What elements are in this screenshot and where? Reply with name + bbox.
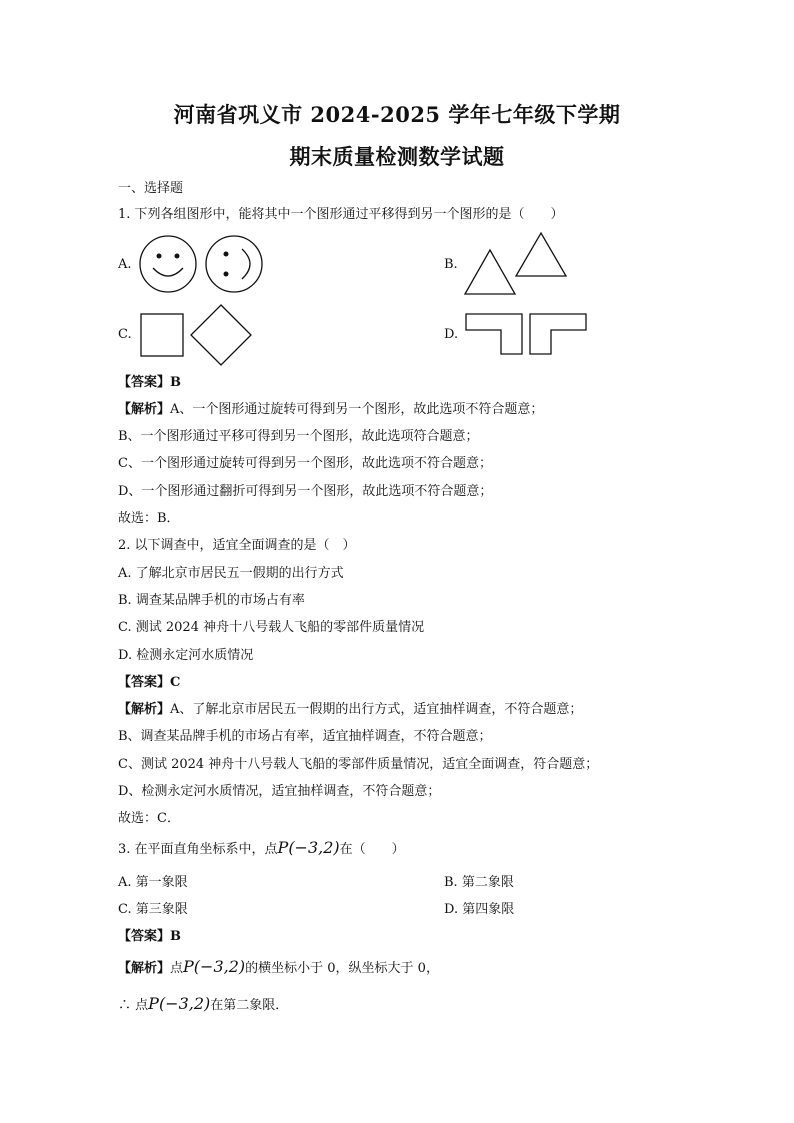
q2-analysis-line4: D、检测永定河水质情况，适宜抽样调查，不符合题意； — [118, 784, 441, 799]
q2-option-b: B. 调查某品牌手机的市场占有率 — [118, 593, 305, 608]
q2-option-c: C. 测试 2024 神舟十八号载人飞船的零部件质量情况 — [118, 620, 425, 635]
smiley-eye-right — [175, 254, 180, 259]
q1-option-a-figure — [138, 234, 264, 294]
q1-option-b-label: B. — [444, 257, 458, 272]
q3-option-a: A. 第一象限 — [118, 875, 188, 890]
l-shape-icon — [466, 314, 522, 354]
q2-stem: 2. 以下调查中，适宜全面调查的是（ ） — [118, 538, 356, 553]
q1-option-a-label: A. — [118, 257, 132, 272]
q3-option-d: D. 第四象限 — [444, 902, 515, 917]
square-icon — [141, 314, 183, 356]
q3-analysis-pre: 点 — [170, 961, 184, 976]
q2-analysis-line2: B、调查某品牌手机的市场占有率，适宜抽样调查，不符合题意； — [118, 729, 492, 744]
smiley-face-icon — [140, 236, 196, 292]
q3-analysis-post: 的横坐标小于 0，纵坐标大于 0， — [245, 961, 439, 976]
q1-option-b-figure — [462, 230, 572, 298]
q1-conclusion: 故选：B． — [118, 511, 180, 526]
q1-option-c-label: C. — [118, 327, 132, 342]
q3-answer: 【答案】B — [118, 929, 181, 944]
rotated-smiley-eye-bottom — [224, 272, 229, 277]
q3-conclusion-point: P(−3,2) — [148, 994, 211, 1013]
q1-analysis-line2: B、一个图形通过平移可得到另一个图形，故此选项符合题意； — [118, 429, 479, 444]
q2-analysis-line1 — [118, 702, 582, 718]
q1-option-c-figure — [138, 303, 258, 365]
q3-stem-post: 在（ ） — [339, 842, 405, 857]
rotated-smiley-eye-top — [224, 252, 229, 257]
smiley-mouth — [153, 268, 183, 276]
q1-analysis-line4: D、一个图形通过翻折可得到另一个图形，故此选项不符合题意； — [118, 484, 493, 499]
analysis-tag: 【解析】 — [118, 961, 171, 976]
q3-analysis-line1 — [118, 959, 439, 977]
q1-answer: 【答案】B — [118, 375, 181, 390]
q2-option-a: A. 了解北京市居民五一假期的出行方式 — [118, 566, 344, 581]
analysis-text: A、了解北京市居民五一假期的出行方式，适宜抽样调查，不符合题意； — [170, 702, 583, 717]
q3-analysis-point: P(−3,2) — [183, 957, 246, 976]
rotated-square-icon — [191, 305, 251, 365]
q1-option-d-label: D. — [444, 327, 459, 342]
q3-conclusion-pre: 点 — [135, 998, 149, 1013]
section-heading: 一、选择题 — [118, 181, 184, 196]
triangle-lower-icon — [465, 250, 515, 294]
q3-analysis-line2 — [118, 996, 288, 1014]
q1-analysis-line1 — [118, 402, 543, 418]
rotated-smiley-mouth — [242, 249, 250, 279]
doc-title-line2: 期末质量检测数学试题 — [289, 144, 505, 169]
q1-option-d-figure — [464, 312, 590, 358]
q3-stem-pre: 3. 在平面直角坐标系中，点 — [118, 842, 278, 857]
rotated-smiley-face-icon — [206, 236, 262, 292]
q1-analysis-line3: C、一个图形通过旋转可得到另一个图形，故此选项不符合题意； — [118, 456, 492, 471]
q3-option-c: C. 第三象限 — [118, 902, 188, 917]
q2-analysis-line3: C、测试 2024 神舟十八号载人飞船的零部件质量情况，适宜全面调查，符合题意； — [118, 757, 599, 772]
doc-title-line1: 河南省巩义市 2024-2025 学年七年级下学期 — [173, 102, 621, 127]
analysis-text: A、一个图形通过旋转可得到另一个图形，故此选项不符合题意； — [170, 402, 544, 417]
q3-option-b: B. 第二象限 — [444, 875, 514, 890]
smiley-eye-left — [157, 254, 162, 259]
l-shape-mirrored-icon — [530, 314, 586, 354]
q2-answer: 【答案】C — [118, 675, 181, 690]
analysis-tag: 【解析】 — [118, 702, 171, 717]
q3-stem — [118, 840, 405, 858]
q3-conclusion-post: 在第二象限． — [210, 998, 289, 1013]
q2-conclusion: 故选：C． — [118, 811, 180, 826]
therefore-symbol: ∴ — [118, 998, 132, 1013]
q3-point-formula: P(−3,2) — [277, 838, 340, 857]
triangle-upper-icon — [516, 233, 566, 276]
q2-option-d: D. 检测永定河水质情况 — [118, 648, 254, 663]
analysis-tag: 【解析】 — [118, 402, 171, 417]
q1-stem: 1. 下列各组图形中，能将其中一个图形通过平移得到另一个图形的是（ ） — [118, 207, 564, 222]
